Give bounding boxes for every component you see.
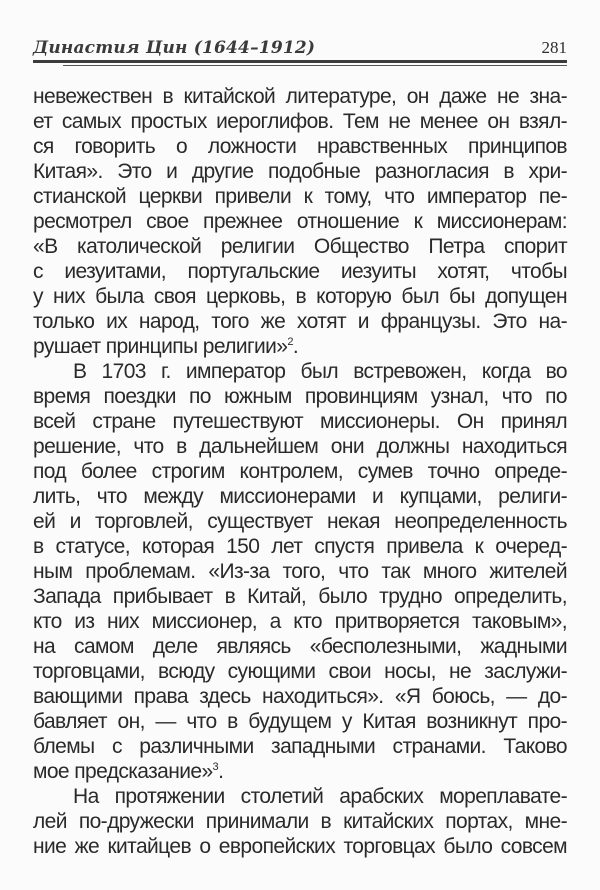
text-line: у них была своя церковь, в которую был бы допущен [33, 285, 567, 308]
running-head [33, 28, 567, 58]
text-line: Запада прибывает в Китай, было трудно определить, [33, 585, 567, 608]
text-line-last [33, 334, 567, 359]
sentence-end: . [218, 760, 224, 783]
text-line: с иезуитами, португальские иезуиты хотят, чтобы [33, 260, 567, 283]
text-line: ся говорить о ложности нравственных принципов [33, 135, 567, 158]
text-line: ей и торговлей, существует некая неопределенность [33, 510, 567, 533]
text-line: бавляет он, — что в будущем у Китая возникнут про- [33, 710, 567, 733]
text-line: ние же китайцев о европейских торговцах было совсем [33, 835, 567, 858]
page-number: 281 [541, 38, 567, 57]
text-line: Китая». Это и другие подобные разногласия в хри- [33, 160, 567, 183]
text-line: только их народ, того же хотят и французы. Это на- [33, 310, 567, 333]
text-line: ет самых простых иероглифов. Тем не менее он взял- [33, 110, 567, 133]
text-line: в статусе, которая 150 лет спустя привела к очеред- [33, 535, 567, 558]
text-line: торговцами, всюду сующими свои носы, не заслужи- [33, 660, 567, 683]
text-line: время поездки по южным провинциям узнал, что по [33, 385, 567, 408]
body-text [33, 84, 567, 859]
header-rule-thin [63, 65, 567, 66]
text-line: под более строгим контролем, сумев точно опреде- [33, 460, 567, 483]
footnote-ref: 3 [212, 761, 219, 773]
text-line: лей по-дружески принимали в китайских портах, мне- [33, 810, 567, 833]
text-line: «В католической религии Общество Петра спорит [33, 235, 567, 258]
text-line-last [33, 759, 567, 784]
text-line-indent: В 1703 г. император был встревожен, когда во [73, 360, 567, 383]
text-line: ным проблемам. «Из-за того, что так много жителей [33, 560, 567, 583]
sentence-end: . [292, 335, 299, 358]
text-line: всей стране путешествуют миссионеры. Он принял [33, 410, 567, 433]
text-line: невежествен в китайской литературе, он даже не зна- [33, 85, 567, 108]
line-text: рушает принципы религии» [33, 335, 288, 358]
text-line: кто из них миссионер, а кто притворяется таковым», [33, 610, 567, 633]
text-line: вающими права здесь находиться». «Я боюсь, — до- [33, 685, 567, 708]
text-line: ресмотрел свое прежнее отношение к миссионерам: [33, 210, 567, 233]
text-line: решение, что в дальнейшем они должны находиться [33, 435, 567, 458]
text-line: блемы с различными западными странами. Таково [33, 735, 567, 758]
line-text: мое предсказание» [33, 760, 213, 783]
footnote-ref: 2 [287, 336, 293, 348]
running-title: Династия Цин (1644–1912) [33, 38, 316, 58]
text-line: стианской церкви привели к тому, что император пе- [33, 185, 567, 208]
text-line-indent: На протяжении столетий арабских мореплавате- [73, 785, 567, 808]
text-line: на самом деле являясь «бесполезными, жадными [33, 635, 567, 658]
header-rule-thick [33, 60, 567, 63]
text-line: лить, что между миссионерами и купцами, религи- [33, 485, 567, 508]
